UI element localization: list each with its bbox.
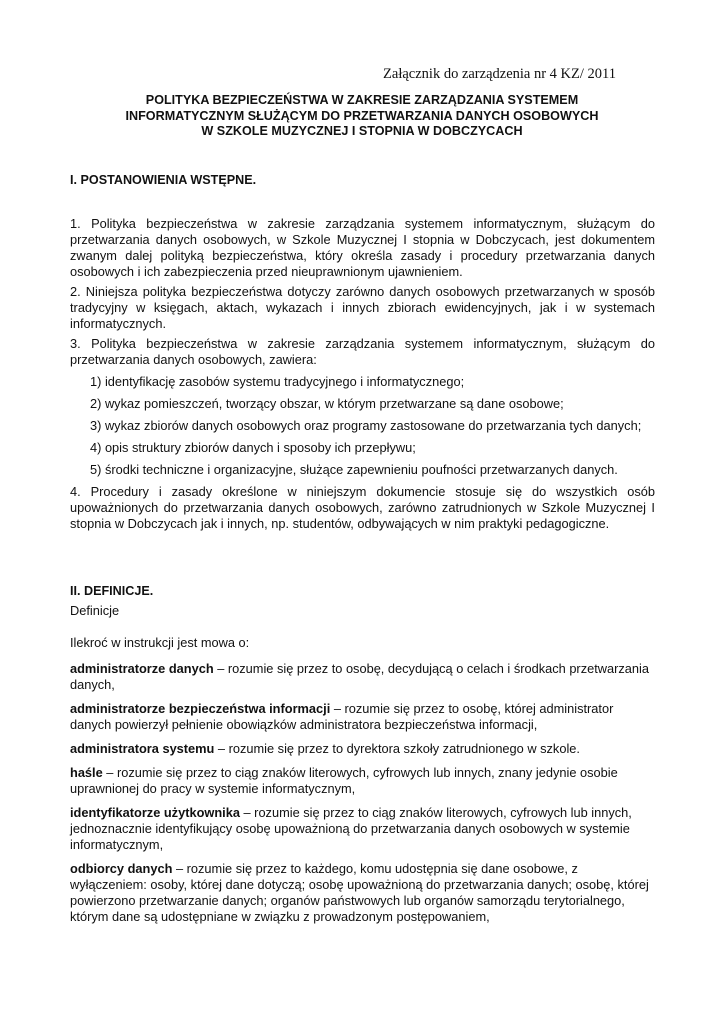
list-item-text: wykaz pomieszczeń, tworzący obszar, w którym przetwarzane są dane osobowe;: [104, 396, 564, 411]
list-item-number: 3): [90, 418, 105, 433]
definition-text: – rozumie się przez to osobę, której administrator danych powierzył pełnienie obowiązków administratora bezpieczeństwa informacji,: [70, 701, 614, 732]
list-item-text: opis struktury zbiorów danych i sposoby ich przepływu;: [104, 440, 416, 455]
section-1-body: [70, 216, 655, 532]
list-item: [90, 440, 655, 456]
definition-item: [70, 741, 655, 757]
section-heading-1: I. POSTANOWIENIA WSTĘPNE.: [70, 173, 257, 187]
definition-item: [70, 701, 655, 733]
definition-term: administratorze bezpieczeństwa informacji: [70, 701, 331, 716]
section-2-body: [70, 603, 655, 933]
document-title: [70, 93, 654, 140]
list-item: [90, 418, 655, 434]
section-heading-2: II. DEFINICJE.: [70, 584, 154, 598]
list-item: [90, 396, 655, 412]
definition-term: haśle: [70, 765, 103, 780]
list-item-text: środki techniczne i organizacyjne, służące zapewnieniu poufności przetwarzanych danych.: [104, 462, 618, 477]
paragraph-2: 2. Niniejsza polityka bezpieczeństwa dotyczy zarówno danych osobowych przetwarzanych w sposób tradycyjny w księgach, aktach, wykazach i innych zbiorach ewidencyjnych, jak i w systemach informatycznych.: [70, 284, 655, 331]
definitions-intro: Ilekroć w instrukcji jest mowa o:: [70, 635, 250, 650]
paragraph-4: 4. Procedury i zasady określone w niniejszym dokumencie stosuje się do wszystkich osób upoważnionych do przetwarzania danych osobowych, zarówno zatrudnionych w Szkole Muzycznej I stopnia w Dobczycach jak i innych, np. studentów, odbywających w nim praktyki pedagogiczne.: [70, 484, 655, 531]
definition-term: odbiorcy danych: [70, 861, 173, 876]
paragraph-3: 3. Polityka bezpieczeństwa w zakresie zarządzania systemem informatycznym, służącym do przetwarzania danych osobowych, zawiera:: [70, 336, 655, 367]
list-item-number: 2): [90, 396, 105, 411]
definition-item: [70, 861, 655, 925]
definition-text: – rozumie się przez to ciąg znaków literowych, cyfrowych lub innych, znany jedynie osobie uprawnionej do pracy w systemie informatycznym,: [70, 765, 618, 796]
definition-term: administratorze danych: [70, 661, 214, 676]
title-line-3: W SZKOLE MUZYCZNEJ I STOPNIA W DOBCZYCACH: [201, 124, 523, 138]
definitions-subheading: Definicje: [70, 603, 120, 618]
list-item-text: wykaz zbiorów danych osobowych oraz programy zastosowane do przetwarzania tych danych;: [104, 418, 642, 433]
definition-text: – rozumie się przez to osobę, decydującą o celach i środkach przetwarzania danych,: [70, 661, 649, 692]
definition-item: [70, 765, 655, 797]
list-item-number: 4): [90, 440, 105, 455]
annex-reference: Załącznik do zarządzenia nr 4 KZ/ 2011: [383, 66, 616, 82]
list-item-number: 5): [90, 462, 105, 477]
definition-item: [70, 805, 655, 853]
paragraph-1: 1. Polityka bezpieczeństwa w zakresie zarządzania systemem informatycznym, służącym do przetwarzania danych osobowych, w Szkole Muzycznej I stopnia w Dobczycach, jest dokumentem zwanym dalej polityką bezpieczeństwa, który określa zasady i procedury przetwarzania danych osobowych i ich zabezpieczenia przed nieuprawnionym ujawnieniem.: [70, 216, 655, 279]
title-line-2: INFORMATYCZNYM SŁUŻĄCYM DO PRZETWARZANIA DANYCH OSOBOWYCH: [125, 108, 599, 123]
definition-text: – rozumie się przez to ciąg znaków literowych, cyfrowych lub innych, jednoznacznie identyfikujący osobę upoważnioną do przetwarzania danych osobowych w systemie informatycznym,: [70, 805, 632, 852]
list-item: [90, 462, 655, 478]
list-item-text: identyfikację zasobów systemu tradycyjnego i informatycznego;: [104, 374, 465, 389]
title-line-1: POLITYKA BEZPIECZEŃSTWA W ZAKRESIE ZARZĄDZANIA SYSTEMEM: [145, 93, 579, 107]
definition-text: – rozumie się przez to każdego, komu udostępnia się dane osobowe, z wyłączeniem: osoby, której dane dotyczą; osobę upoważnioną do przetwarzania danych; osobę, której powierzono przetwarzanie danych; organów państwowych lub organów samorządu terytorialnego, którym dane są udostępniane w związku z prowadzonym postępowaniem,: [70, 861, 649, 924]
definition-text: – rozumie się przez to dyrektora szkoły zatrudnionego w szkole.: [214, 741, 580, 756]
list-item-number: 1): [90, 374, 105, 389]
definition-term: administratora systemu: [70, 741, 215, 756]
definition-term: identyfikatorze użytkownika: [70, 805, 240, 820]
list-item: [90, 374, 655, 390]
definition-item: [70, 661, 655, 693]
